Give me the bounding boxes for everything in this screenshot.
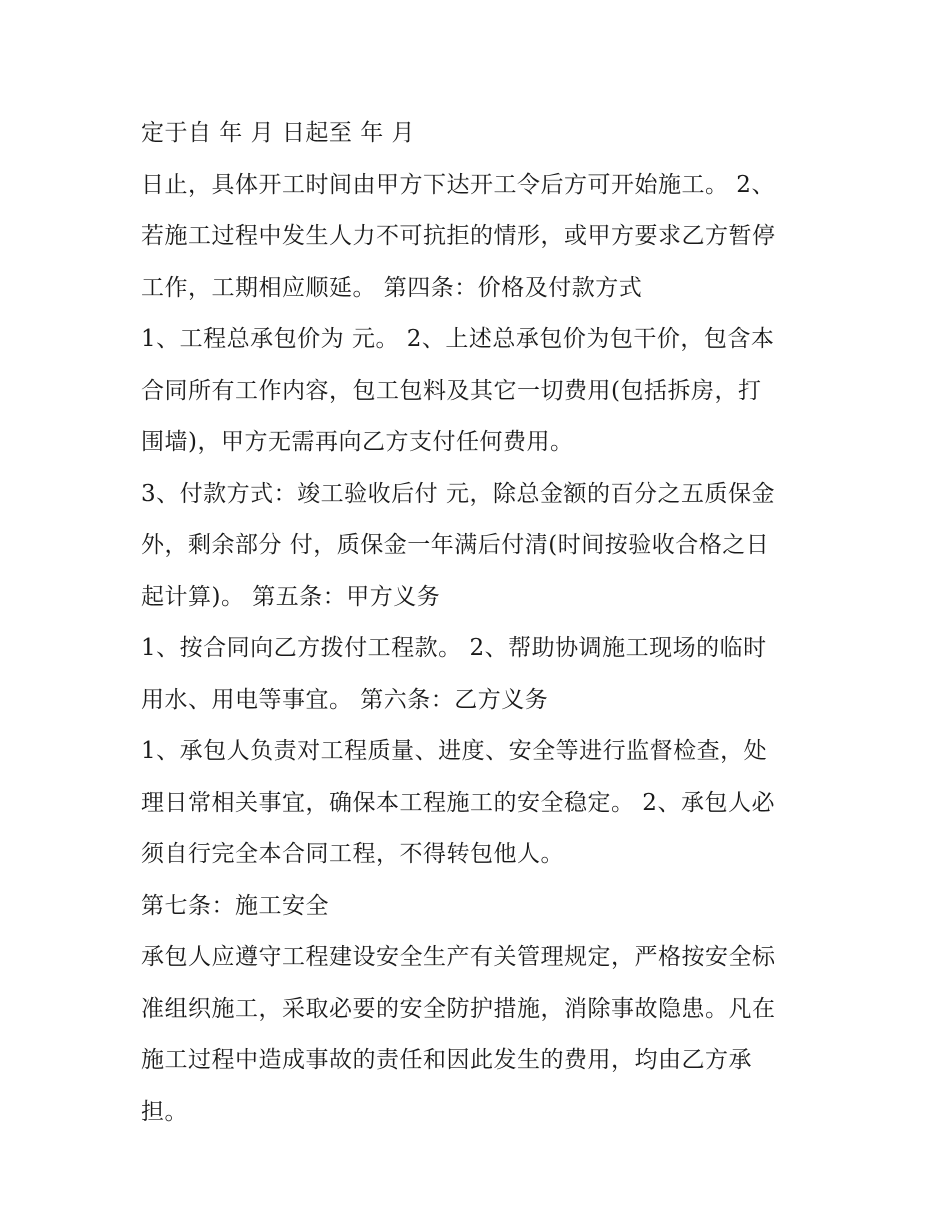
text-line: 担。 — [141, 1098, 188, 1125]
text-line: 理日常相关事宜，确保本工程施工的安全稳定。 2、承包人必 — [141, 789, 775, 816]
text-line: 3、付款方式：竣工验收后付 元，除总金额的百分之五质保金 — [141, 480, 775, 507]
contract-body-text — [141, 108, 821, 1138]
text-line: 准组织施工，采取必要的安全防护措施，消除事故隐患。凡在 — [141, 995, 776, 1022]
text-line: 第七条：施工安全 — [141, 892, 329, 919]
text-line: 合同所有工作内容，包工包料及其它一切费用(包括拆房，打 — [141, 377, 762, 404]
text-line: 1、按合同向乙方拨付工程款。 2、帮助协调施工现场的临时 — [141, 635, 767, 661]
text-line: 须自行完全本合同工程，不得转包他人。 — [141, 841, 564, 867]
text-line: 承包人应遵守工程建设安全生产有关管理规定，严格按安全标 — [141, 944, 776, 970]
text-line: 用水、用电等事宜。 第六条：乙方义务 — [141, 686, 549, 713]
text-line: 1、工程总承包价为 元。 2、上述总承包价为包干价，包含本 — [141, 326, 775, 352]
text-line: 外，剩余部分 付，质保金一年满后付清(时间按验收合格之日 — [141, 532, 770, 558]
text-line: 工作，工期相应顺延。 第四条：价格及付款方式 — [141, 274, 643, 301]
text-line: 定于自 年 月 日起至 年 月 — [141, 120, 416, 146]
text-line: 起计算)。 第五条：甲方义务 — [141, 583, 441, 610]
text-line: 若施工过程中发生人力不可抗拒的情形，或甲方要求乙方暂停 — [141, 223, 776, 249]
text-line: 施工过程中造成事故的责任和因此发生的费用，均由乙方承 — [141, 1047, 752, 1073]
text-line: 1、承包人负责对工程质量、进度、安全等进行监督检查，处 — [141, 738, 768, 764]
text-line: 日止，具体开工时间由甲方下达开工令后方可开始施工。 2、 — [141, 171, 775, 198]
text-line: 围墙)，甲方无需再向乙方支付任何费用。 — [141, 429, 574, 455]
